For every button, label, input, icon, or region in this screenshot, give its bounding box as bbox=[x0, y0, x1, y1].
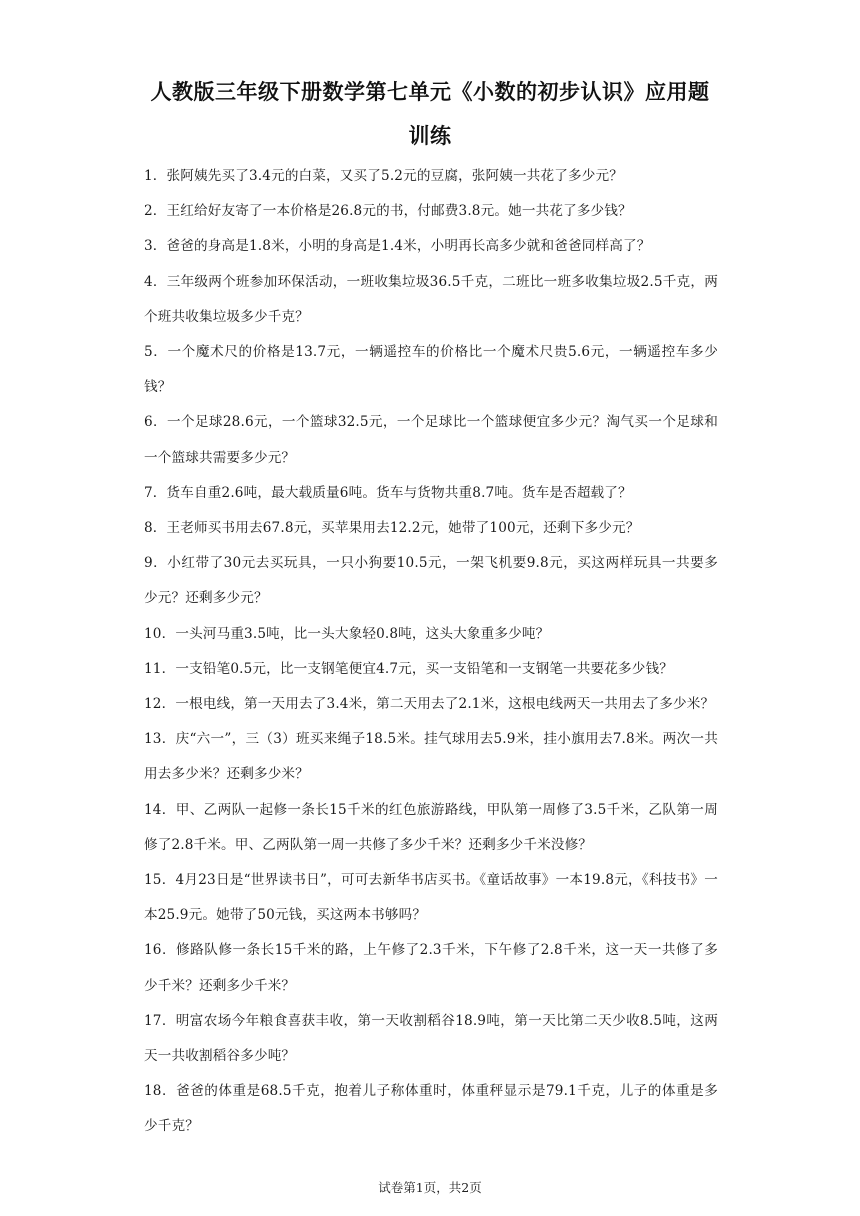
question-4: 4．三年级两个班参加环保活动，一班收集垃圾36.5千克，二班比一班多收集垃圾2.5千克，两个班共收集垃圾多少千克？ bbox=[144, 273, 718, 325]
document-title-line-1: 人教版三年级下册数学第七单元《小数的初步认识》应用题 bbox=[150, 80, 710, 104]
question-1: 1．张阿姨先买了3.4元的白菜，又买了5.2元的豆腐，张阿姨一共花了多少元？ bbox=[144, 168, 623, 184]
question-6: 6．一个足球28.6元，一个篮球32.5元，一个足球比一个篮球便宜多少元？淘气买一个足球和一个篮球共需要多少元？ bbox=[144, 414, 718, 466]
question-14: 14．甲、乙两队一起修一条长15千米的红色旅游路线，甲队第一周修了3.5千米，乙队第一周修了2.8千米。甲、乙两队第一周一共修了多少千米？还剩多少千米没修？ bbox=[144, 801, 718, 853]
question-9: 9．小红带了30元去买玩具，一只小狗要10.5元，一架飞机要9.8元，买这两样玩具一共要多少元？还剩多少元？ bbox=[144, 555, 718, 607]
question-list bbox=[144, 159, 718, 1145]
question-5: 5．一个魔术尺的价格是13.7元，一辆遥控车的价格比一个魔术尺贵5.6元，一辆遥控车多少钱？ bbox=[144, 344, 718, 396]
question-2: 2．王红给好友寄了一本价格是26.8元的书，付邮费3.8元。她一共花了多少钱？ bbox=[144, 203, 632, 220]
question-17: 17．明富农场今年粮食喜获丰收，第一天收割稻谷18.9吨，第一天比第二天少收8.5吨，这两天一共收割稻谷多少吨？ bbox=[144, 1012, 718, 1065]
question-7: 7．货车自重2.6吨，最大载质量6吨。货车与货物共重8.7吨。货车是否超载了？ bbox=[144, 484, 632, 501]
page-footer: 试卷第1页，共2页 bbox=[378, 1180, 482, 1195]
question-13: 13．庆“六一”，三（3）班买来绳子18.5米。挂气球用去5.9米，挂小旗用去7.8米。两次一共用去多少米？还剩多少米？ bbox=[144, 731, 718, 783]
question-18: 18．爸爸的体重是68.5千克，抱着儿子称体重时，体重秤显示是79.1千克，儿子的体重是多少千克？ bbox=[144, 1083, 718, 1135]
question-3: 3．爸爸的身高是1.8米，小明的身高是1.4米，小明再长高多少就和爸爸同样高了？ bbox=[144, 238, 651, 255]
question-10: 10．一头河马重3.5吨，比一头大象轻0.8吨，这头大象重多少吨？ bbox=[144, 625, 550, 642]
question-16: 16．修路队修一条长15千米的路，上午修了2.3千米，下午修了2.8千米，这一天一共修了多少千米？还剩多少千米？ bbox=[144, 942, 718, 994]
question-12: 12．一根电线，第一天用去了3.4米，第二天用去了2.1米，这根电线两天一共用去了多少米？ bbox=[144, 696, 715, 713]
document-title-line-2: 训练 bbox=[408, 124, 452, 148]
question-11: 11．一支铅笔0.5元，比一支钢笔便宜4.7元，买一支铅笔和一支钢笔一共要花多少钱？ bbox=[144, 660, 674, 677]
question-8: 8．王老师买书用去67.8元，买苹果用去12.2元，她带了100元，还剩下多少元？ bbox=[144, 520, 640, 537]
question-15: 15．4月23日是“世界读书日”，可可去新华书店买书。《童话故事》一本19.8元，《科技书》一本25.9元。她带了50元钱，买这两本书够吗？ bbox=[144, 872, 718, 924]
